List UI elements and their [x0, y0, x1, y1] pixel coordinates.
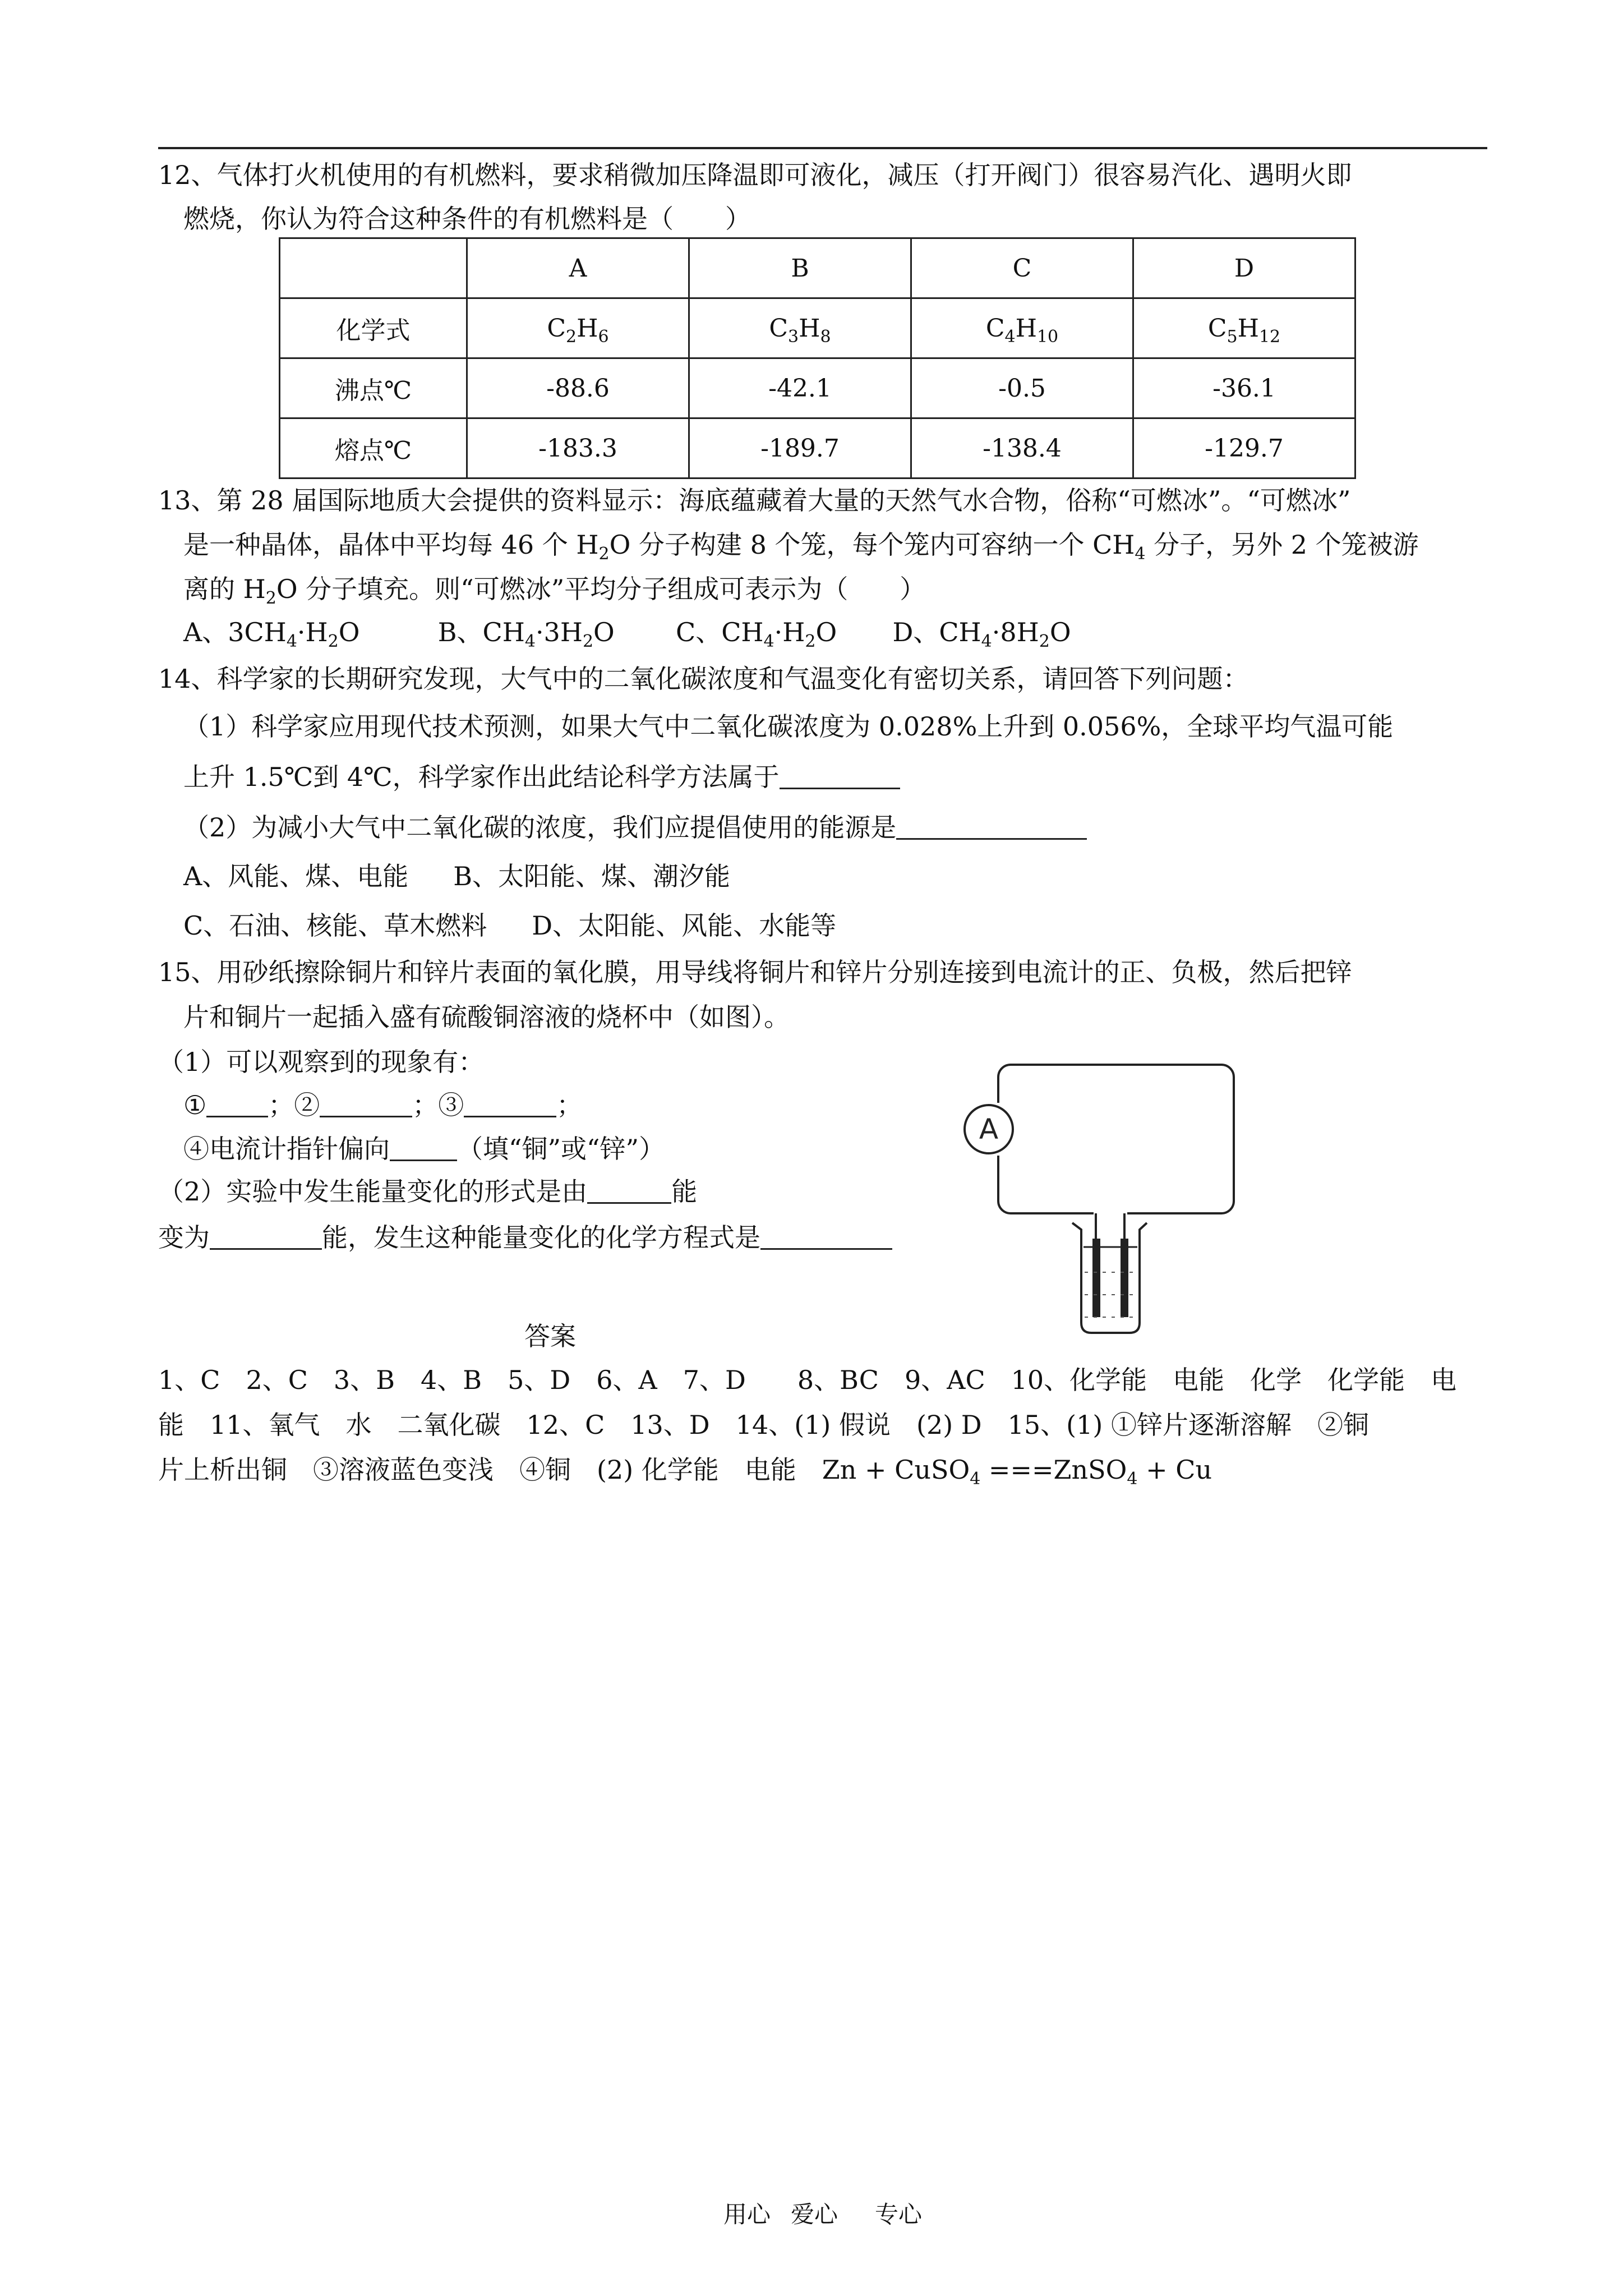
table-header-row	[280, 238, 1355, 298]
q14-line2: （1）科学家应用现代技术预测，如果大气中二氧化碳浓度为 0.028%上升到 0.056%，全球平均气温可能	[183, 711, 1394, 742]
copper-electrode	[1121, 1239, 1128, 1317]
fuel-properties-table	[279, 237, 1356, 479]
table-cell: -36.1	[1133, 358, 1355, 418]
table-header-cell	[280, 238, 467, 298]
header-rule	[158, 147, 1487, 149]
q13-options	[183, 615, 1071, 649]
circuit-wire	[998, 1065, 1234, 1213]
q14-line3: 上升 1.5℃到 4℃，科学家作出此结论科学方法属于	[183, 760, 900, 794]
q14-line1: 14、科学家的长期研究发现，大气中的二氧化碳浓度和气温变化有密切关系，请回答下列问题：	[158, 664, 1249, 694]
answer-blank[interactable]	[760, 1223, 892, 1250]
answers-line2: 能 11、氧气 水 二氧化碳 12、C 13、D 14、(1) 假说 (2) D 15、(1) ①锌片逐渐溶解 ②铜	[158, 1410, 1369, 1440]
footer-text-3: 专心	[875, 2201, 923, 2228]
q14-option-b: B、太阳能、煤、潮汐能	[453, 861, 731, 891]
answer-blank[interactable]	[210, 1223, 322, 1250]
table-cell: -42.1	[689, 358, 911, 418]
table-cell: -129.7	[1133, 418, 1355, 478]
table-cell: -189.7	[689, 418, 911, 478]
q13-option-c: C、$CH_4\cdot H_2O$	[676, 617, 837, 651]
q13-option-a: A、$3CH_4\cdot H_2O$	[183, 617, 360, 651]
row-label: 化学式	[280, 298, 467, 358]
q15-energy-line: 变为 能，发生这种能量变化的化学方程式是	[158, 1221, 892, 1254]
q15-sub2: （2）实验中发生能量变化的形式是由 能	[158, 1176, 698, 1207]
table-header-cell: C	[911, 238, 1133, 298]
answer-blank[interactable]	[464, 1091, 556, 1117]
q13-option-d: D、$CH_4\cdot 8H_2O$	[892, 617, 1071, 651]
answers-line1: 1、C 2、C 3、B 4、B 5、D 6、A 7、D 8、BC 9、AC 10、化学能 电能 化学 化学能 电	[158, 1365, 1457, 1395]
q12-line1: 12、气体打火机使用的有机燃料，要求稍微加压降温即可液化，减压（打开阀门）很容易汽化、遇明火即	[158, 160, 1352, 190]
beaker-icon	[1072, 1223, 1147, 1333]
table-cell: -88.6	[467, 358, 689, 418]
table-cell: -183.3	[467, 418, 689, 478]
table-header-cell: A	[467, 238, 689, 298]
q15-pointer: ④电流计指针偏向 （填“铜”或“锌”）	[183, 1134, 665, 1164]
formula-cell: $C_4H_{10}$	[911, 298, 1133, 358]
q14-option-d: D、太阳能、风能、水能等	[532, 910, 837, 941]
formula-cell: $C_5H_{12}$	[1133, 298, 1355, 358]
q13-line3: 离的 $H_2O$ 分子填充。则“可燃冰”平均分子组成可表示为（ ）	[183, 574, 926, 608]
answer-blank[interactable]	[780, 763, 900, 789]
q13-option-b: B、$CH_4\cdot 3H_2O$	[437, 617, 615, 651]
q14-options-ab	[183, 859, 730, 893]
q15-line2: 片和铜片一起插入盛有硫酸铜溶液的烧杯中（如图）。	[183, 1002, 790, 1032]
q13-line1: 13、第 28 届国际地质大会提供的资料显示：海底蕴藏着大量的天然气水合物，俗称“可燃冰”。“可燃冰”	[158, 485, 1351, 516]
answers-line3: 片上析出铜 ③溶液蓝色变浅 ④铜 (2) 化学能 电能 Zn + CuSO$_4$ ===ZnSO$_4$ + Cu	[158, 1455, 1212, 1489]
table-header-cell: D	[1133, 238, 1355, 298]
q14-line4: （2）为减小大气中二氧化碳的浓度，我们应提倡使用的能源是	[183, 811, 1087, 844]
answer-blank[interactable]	[320, 1091, 412, 1117]
q15-sub1: （1）可以观察到的现象有：	[158, 1047, 485, 1077]
q15-phenomena: ① ；② ；③ ；	[183, 1090, 583, 1120]
galvanic-cell-diagram	[953, 1053, 1245, 1340]
q12-line2: 燃烧，你认为符合这种条件的有机燃料是（ ）	[183, 204, 751, 234]
table-row-boiling-point	[280, 358, 1355, 418]
q14-option-c: C、石油、核能、草木燃料	[183, 910, 487, 941]
answer-blank[interactable]	[896, 813, 1087, 840]
q15-line1: 15、用砂纸擦除铜片和锌片表面的氧化膜，用导线将铜片和锌片分别连接到电流计的正、负极，然后把锌	[158, 957, 1352, 987]
answer-blank[interactable]	[390, 1135, 457, 1161]
answers-title: 答案	[524, 1321, 576, 1351]
footer-text-2: 爱心	[791, 2201, 838, 2228]
zinc-electrode	[1092, 1239, 1100, 1317]
table-cell: -0.5	[911, 358, 1133, 418]
q14-options-cd	[183, 909, 836, 942]
q13-line2: 是一种晶体，晶体中平均每 46 个 $H_2O$ 分子构建 8 个笼，每个笼内可容纳一个 $CH_4$ 分子，另外 2 个笼被游	[183, 530, 1419, 564]
table-row-formula	[280, 298, 1355, 358]
answer-blank[interactable]	[206, 1091, 268, 1117]
formula-cell: $C_3H_8$	[689, 298, 911, 358]
formula-cell: $C_2H_6$	[467, 298, 689, 358]
table-row-melting-point	[280, 418, 1355, 478]
row-label: 沸点℃	[280, 358, 467, 418]
answer-blank[interactable]	[587, 1177, 671, 1204]
table-cell: -138.4	[911, 418, 1133, 478]
ammeter-label: A	[979, 1113, 999, 1145]
row-label: 熔点℃	[280, 418, 467, 478]
table-header-cell: B	[689, 238, 911, 298]
footer-text-1: 用心	[723, 2201, 771, 2228]
q14-option-a: A、风能、煤、电能	[183, 861, 409, 891]
